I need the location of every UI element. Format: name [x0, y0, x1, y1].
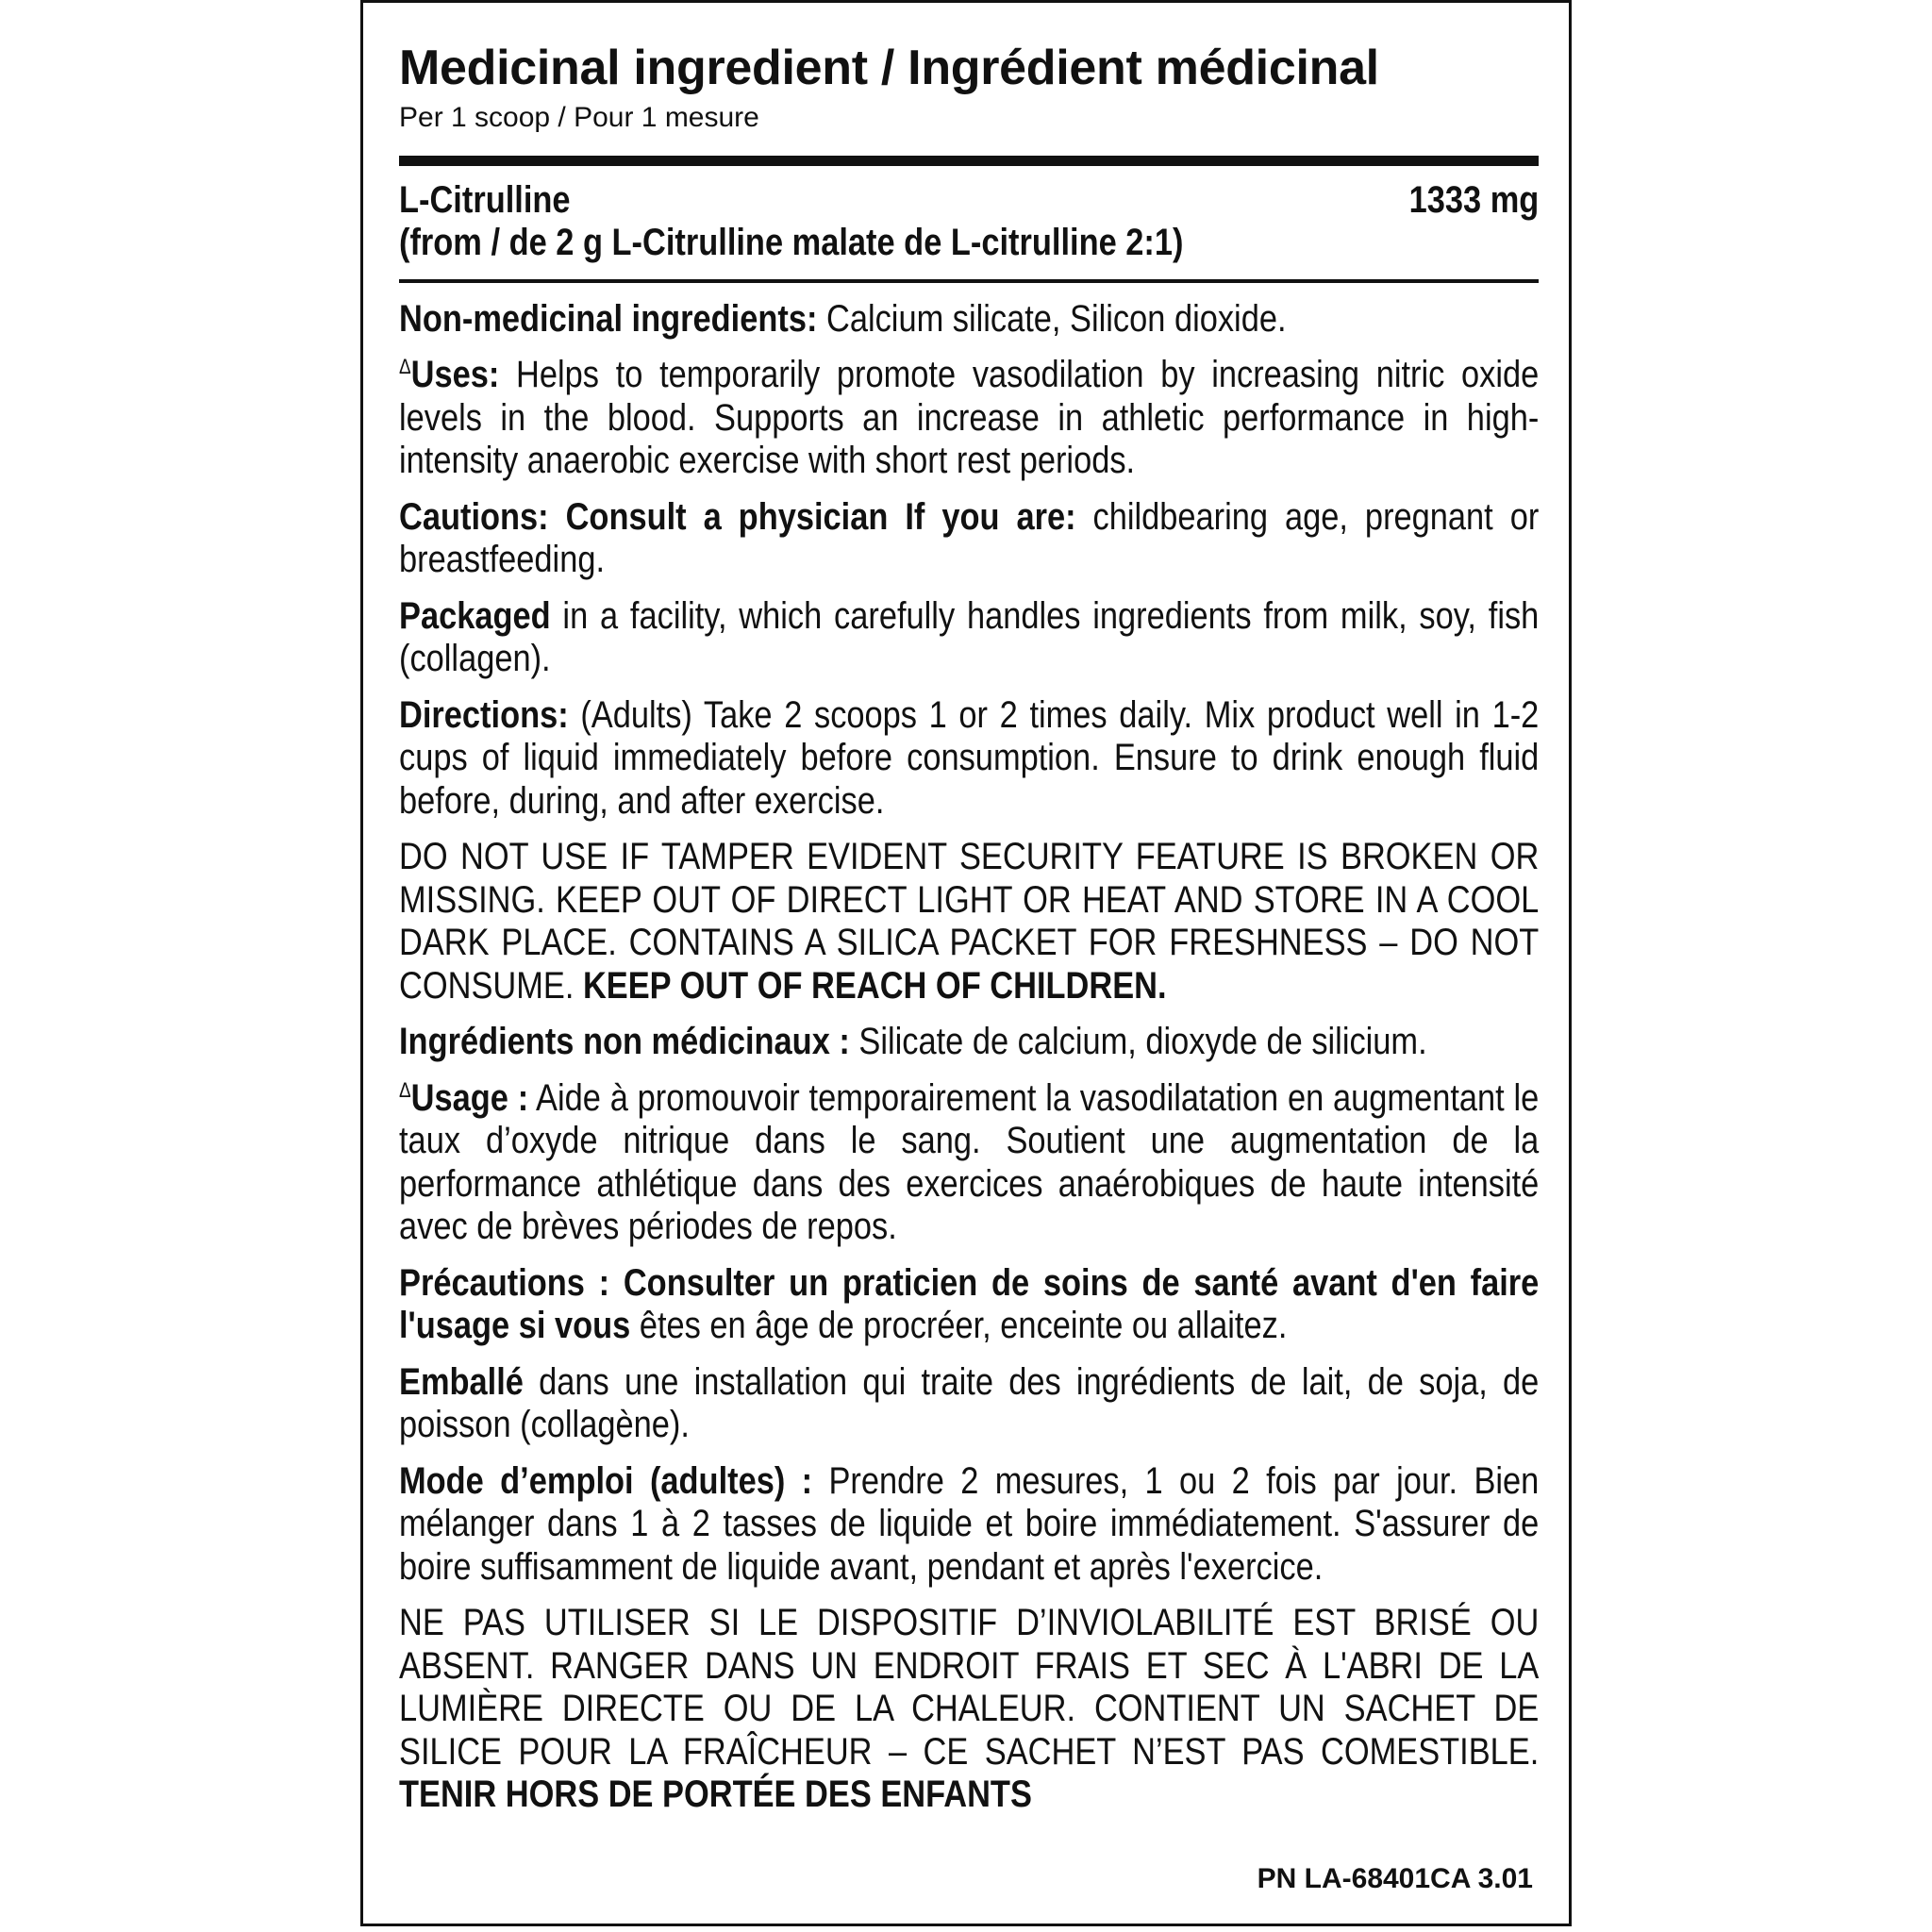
ingredient-source: (from / de 2 g L-Citrulline malate de L-citrulline 2:1): [399, 221, 1184, 263]
part-number: PN LA-68401CA 3.01: [1257, 1863, 1533, 1894]
en-nonmedicinal-text: Calcium silicate, Silicon dioxide.: [817, 297, 1287, 340]
fr-cautions-label: Précautions : Consulter un praticien de soins de santé avant d'en faire l'usage si vous: [399, 1261, 1540, 1347]
fr-directions-label: Mode d’emploi (adultes) :: [399, 1459, 813, 1502]
en-packaged: [399, 595, 1539, 681]
fr-uses-text: Aide à promouvoir temporairement la vasodilatation en augmentant le taux d’oxyde nitrique dans le sang. Soutient une augmentation de la performance athlétique dans des exercices anaérobiques de haute intensité avec de brèves périodes de repos.: [399, 1076, 1540, 1248]
serving-size: Per 1 scoop / Pour 1 mesure: [399, 101, 759, 133]
fr-nonmedicinal-label: Ingrédients non médicinaux :: [399, 1021, 850, 1063]
fr-packaged-label: Emballé: [399, 1360, 524, 1403]
en-warning-bold: KEEP OUT OF REACH OF CHILDREN.: [582, 964, 1167, 1007]
en-cautions-text: childbearing age, pregnant or breastfeeding.: [399, 495, 1540, 581]
delta-symbol: Δ: [399, 355, 411, 379]
en-directions-label: Directions:: [399, 693, 569, 736]
fr-directions-text: Prendre 2 mesures, 1 ou 2 fois par jour. Bien mélanger dans 1 à 2 tasses de liquide et boire immédiatement. S'assurer de boire suffisamment de liquide avant, pendant et après l'exercice.: [399, 1459, 1540, 1588]
fr-uses: [399, 1077, 1539, 1249]
thin-divider: [399, 279, 1539, 283]
en-warning: [399, 836, 1539, 1008]
fr-cautions-text: êtes en âge de procréer, enceinte ou allaitez.: [630, 1305, 1288, 1347]
en-nonmedicinal-label: Non-medicinal ingredients:: [399, 297, 818, 340]
delta-symbol: Δ: [399, 1077, 411, 1102]
label-body: [399, 298, 1539, 1817]
fr-packaged: [399, 1361, 1539, 1447]
en-uses-label: Uses:: [410, 354, 500, 396]
label-content: [399, 41, 1539, 1830]
en-directions-text: (Adults) Take 2 scoops 1 or 2 times daily. Mix product well in 1-2 cups of liquid immediately before consumption. Ensure to drink enough fluid before, during, and after exercise.: [399, 693, 1540, 822]
thick-divider: [399, 156, 1539, 166]
fr-packaged-text: dans une installation qui traite des ingrédients de lait, de soja, de poisson (collagène).: [399, 1360, 1540, 1446]
medicinal-ingredient-row: [399, 179, 1539, 222]
fr-warning-text: NE PAS UTILISER SI LE DISPOSITIF D’INVIOLABILITÉ EST BRISÉ OU ABSENT. RANGER DANS UN ENDROIT FRAIS ET SEC À L'ABRI DE LA LUMIÈRE DIRECTE OU DE LA CHALEUR. CONTIENT UN SACHET DE SILICE POUR LA FRAÎCHEUR – CE SACHET N’EST PAS COMESTIBLE.: [399, 1602, 1540, 1773]
ingredient-dose: 1333 mg: [1408, 178, 1540, 221]
en-packaged-text: in a facility, which carefully handles ingredients from milk, soy, fish (collagen).: [399, 594, 1540, 680]
en-directions: [399, 694, 1539, 824]
page-title: Medicinal ingredient / Ingrédient médicinal: [399, 41, 1379, 95]
product-label: [360, 0, 1572, 1926]
fr-uses-label: Usage :: [410, 1076, 529, 1119]
fr-directions: [399, 1460, 1539, 1590]
en-uses-text: Helps to temporarily promote vasodilation by increasing nitric oxide levels in the blood. Supports an increase in athletic performance in high-intensity anaerobic exercise with short rest periods.: [399, 354, 1540, 482]
en-uses: [399, 354, 1539, 483]
fr-warning-bold: TENIR HORS DE PORTÉE DES ENFANTS: [399, 1774, 1032, 1816]
en-warning-text: DO NOT USE IF TAMPER EVIDENT SECURITY FEATURE IS BROKEN OR MISSING. KEEP OUT OF DIRECT LIGHT OR HEAT AND STORE IN A COOL DARK PLACE. CONTAINS A SILICA PACKET FOR FRESHNESS – DO NOT CONSUME.: [399, 836, 1540, 1007]
en-cautions: [399, 496, 1539, 582]
en-nonmedicinal: [399, 298, 1539, 341]
fr-nonmedicinal-text: Silicate de calcium, dioxyde de silicium.: [849, 1021, 1427, 1063]
fr-nonmedicinal: [399, 1021, 1539, 1064]
ingredient-block: [399, 179, 1539, 264]
fr-cautions: [399, 1262, 1539, 1348]
ingredient-name: L-Citrulline: [399, 178, 571, 221]
en-packaged-label: Packaged: [399, 594, 551, 637]
en-cautions-label: Cautions: Consult a physician If you are:: [399, 495, 1076, 538]
fr-warning: [399, 1602, 1539, 1817]
